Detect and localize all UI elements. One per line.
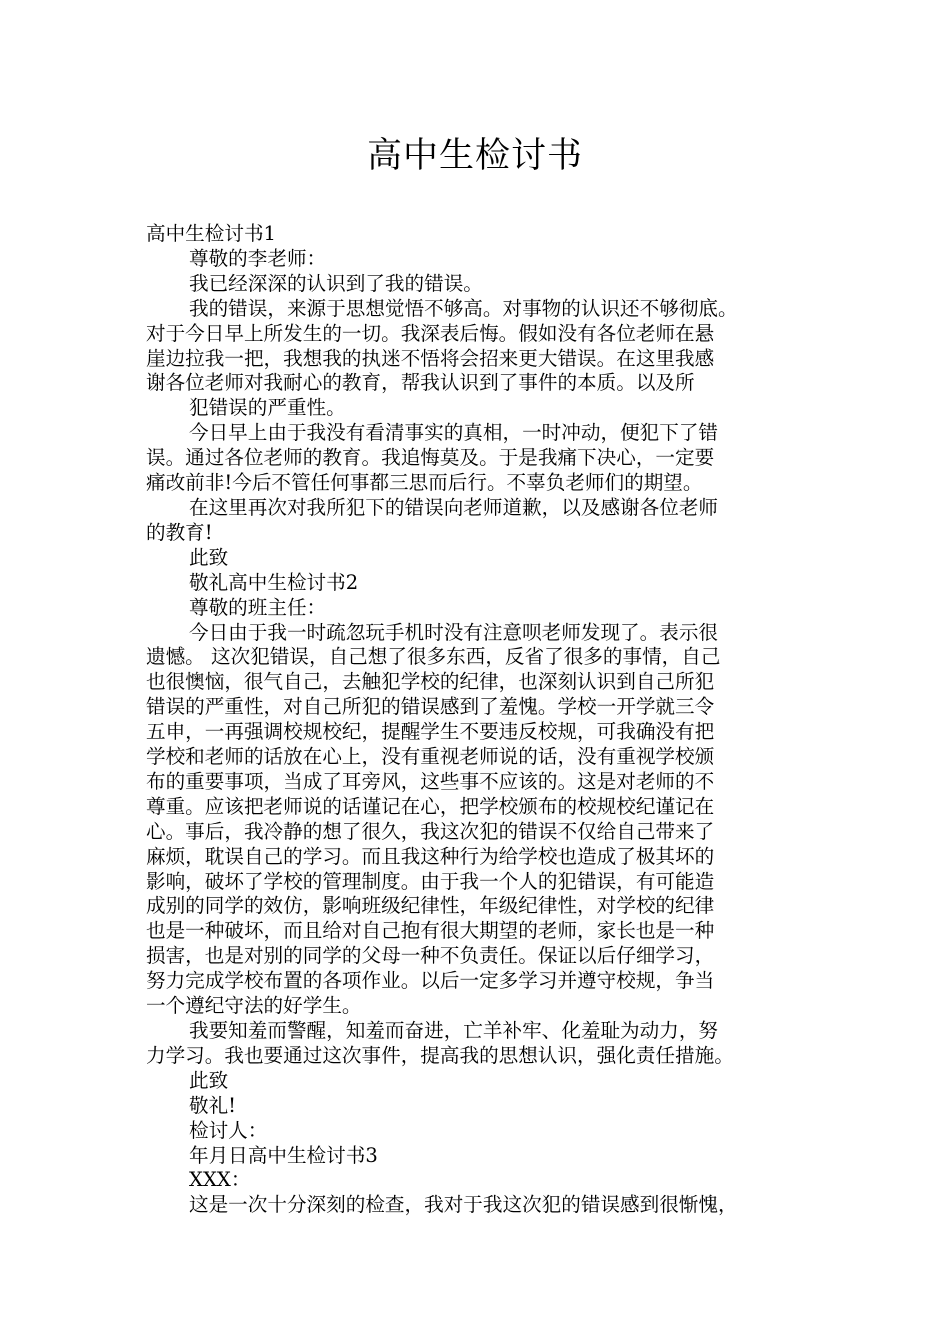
text-line: 学校和老师的话放在心上，没有重视老师说的话，没有重视学校颁 <box>146 745 715 769</box>
document-title: 高中生检讨书 <box>366 136 583 176</box>
text-line: 遗憾。 这次犯错误，自己想了很多东西，反省了很多的事情，自己 <box>146 645 721 669</box>
text-line: 在这里再次对我所犯下的错误向老师道歉，以及感谢各位老师 <box>189 495 719 519</box>
text-line: 影响，破坏了学校的管理制度。由于我一个人的犯错误，有可能造 <box>146 869 715 893</box>
text-line: 五申，一再强调校规校纪，提醒学生不要违反校规，可我确没有把 <box>146 720 715 744</box>
document-body <box>146 222 810 1218</box>
text-line: 高中生检讨书1 <box>146 222 277 245</box>
text-line: 麻烦，耽误自己的学习。而且我这种行为给学校也造成了极其坏的 <box>146 844 715 868</box>
text-line: 的教育! <box>146 520 213 544</box>
text-line: 我已经深深的认识到了我的错误。 <box>189 271 483 295</box>
text-line: 对于今日早上所发生的一切。我深表后悔。假如没有各位老师在悬 <box>146 321 715 345</box>
text-line: 尊敬的李老师： <box>189 246 327 270</box>
text-line: 损害，也是对别的同学的父母一种不负责任。保证以后仔细学习， <box>146 944 715 968</box>
text-line: 今日早上由于我没有看清事实的真相，一时冲动，便犯下了错 <box>189 421 719 445</box>
text-line: 也是一种破坏，而且给对自己抱有很大期望的老师，家长也是一种 <box>146 919 715 943</box>
text-line: 我要知羞而警醒，知羞而奋进，亡羊补牢、化羞耻为动力，努 <box>189 1019 719 1042</box>
text-line: 犯错误的严重性。 <box>189 396 346 420</box>
text-line: 崖边拉我一把，我想我的执迷不悟将会招来更大错误。在这里我感 <box>146 346 715 370</box>
text-line: 一个遵纪守法的好学生。 <box>146 994 362 1018</box>
text-line: 此致 <box>189 1068 229 1092</box>
text-line: 努力完成学校布置的各项作业。以后一定多学习并遵守校规，争当 <box>146 969 715 993</box>
text-line: 检讨人： <box>189 1118 268 1142</box>
text-line: 此致 <box>189 545 229 569</box>
text-line: 心。事后，我冷静的想了很久，我这次犯的错误不仅给自己带来了 <box>146 819 715 843</box>
text-line: 我的错误，来源于思想觉悟不够高。对事物的认识还不够彻底。 <box>189 296 738 320</box>
text-line: 敬礼! <box>189 1093 237 1117</box>
text-line: 痛改前非!今后不管任何事都三思而后行。不辜负老师们的期望。 <box>146 471 703 495</box>
text-line: 尊敬的班主任： <box>189 595 327 619</box>
text-line: 误。通过各位老师的教育。我追悔莫及。于是我痛下决心，一定要 <box>146 446 715 470</box>
text-line: XXX： <box>189 1168 251 1192</box>
text-line: 今日由于我一时疏忽玩手机时没有注意呗老师发现了。表示很 <box>189 620 719 644</box>
text-line: 错误的严重性，对自己所犯的错误感到了羞愧。学校一开学就三令 <box>146 695 715 719</box>
text-line: 这是一次十分深刻的检查，我对于我这次犯的错误感到很惭愧， <box>189 1193 738 1217</box>
text-line: 布的重要事项，当成了耳旁风，这些事不应该的。这是对老师的不 <box>146 769 715 793</box>
text-line: 也很懊恼，很气自己，去触犯学校的纪律，也深刻认识到自己所犯 <box>146 670 715 694</box>
text-line: 尊重。应该把老师说的话谨记在心，把学校颁布的校规校纪谨记在 <box>146 794 715 818</box>
text-line: 敬礼高中生检讨书2 <box>189 570 359 594</box>
text-line: 谢各位老师对我耐心的教育，帮我认识到了事件的本质。以及所 <box>146 371 695 395</box>
text-line: 力学习。我也要通过这次事件，提高我的思想认识，强化责任措施。 <box>146 1043 734 1067</box>
text-line: 年月日高中生检讨书3 <box>189 1143 378 1167</box>
text-line: 成别的同学的效仿，影响班级纪律性，年级纪律性，对学校的纪律 <box>146 894 715 918</box>
